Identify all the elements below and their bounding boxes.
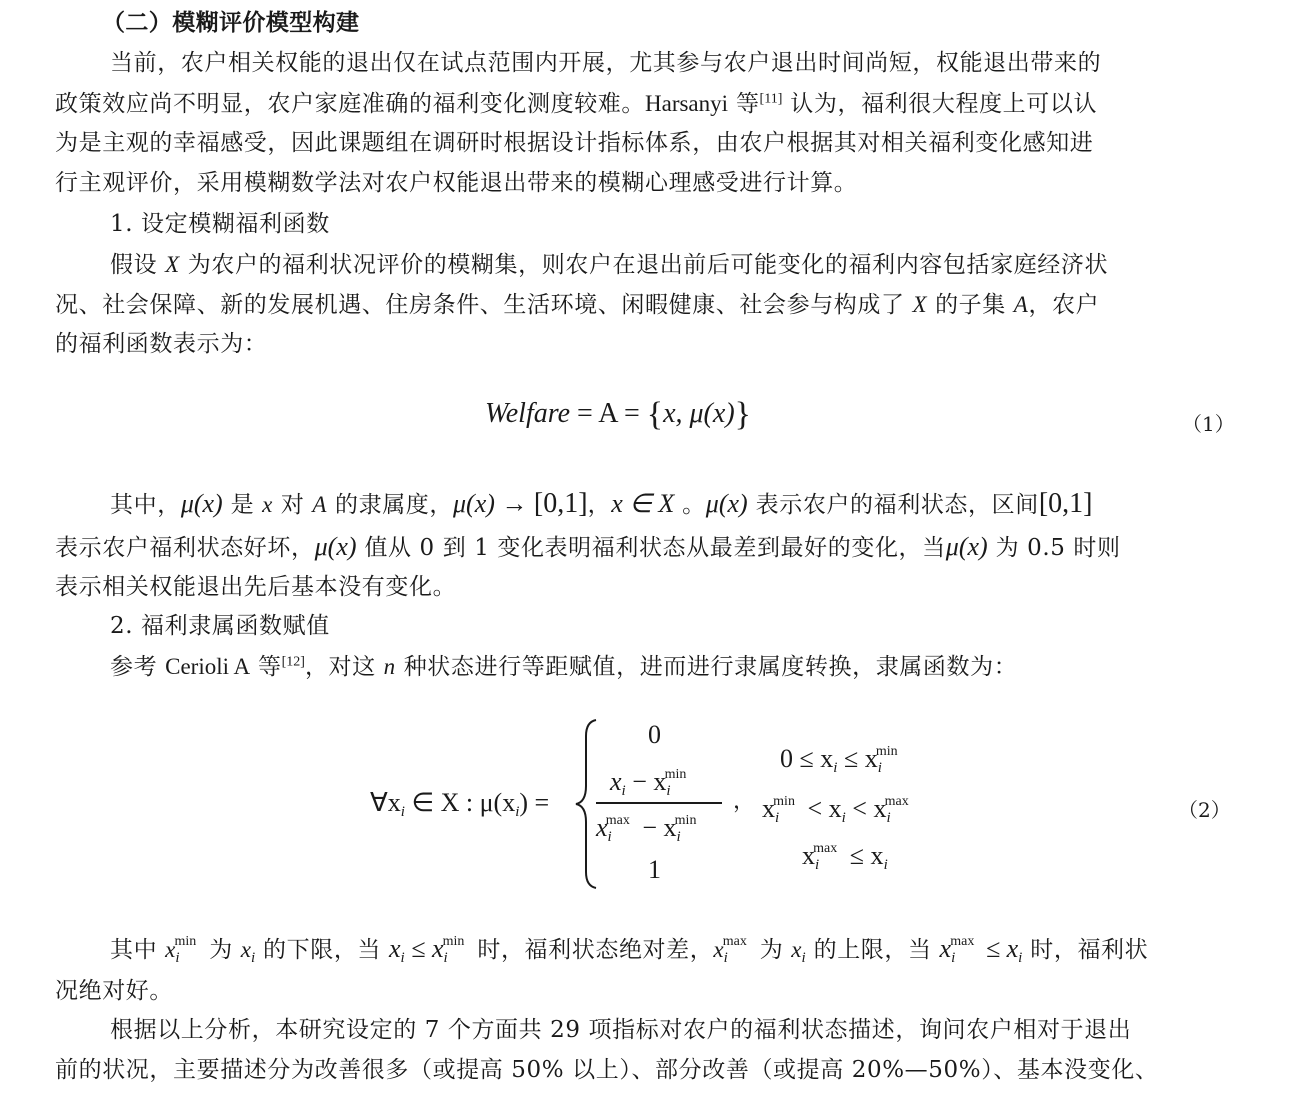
para5-x-max [713,934,752,966]
var-A: A [1013,292,1029,317]
para6-line1: 根据以上分析，本研究设定的 7 个方面共 29 项指标对农户的福利状态描述，询问农户相对于退出 [110,1017,1132,1043]
eq2-left-brace [574,718,600,890]
para6-line2: 前的状况，主要描述分为改善很多（或提高 50% 以上）、部分改善（或提高 20%—50%）、基本没变化、 [55,1057,1159,1083]
para5-xi-2 [791,937,806,966]
para4-text-a: 参考 [110,654,166,680]
author-harsanyi: Harsanyi [645,91,729,116]
eq2-cond2-sub-3: i [886,810,891,826]
eq2-cond3-sub-2: i [883,857,888,873]
para1-line1: 当前，农户相关权能的退出仅在试点范围内开展，尤其参与农户退出时间尚短，权能退出带来的 [110,50,1102,76]
para5-text-c: 的下限，当 [255,937,389,963]
arrow: → [494,489,534,518]
para5-cond-upper-x: x [939,934,952,963]
subheading-1: 1. 设定模糊福利函数 [110,211,330,237]
eq2-cond1-a: 0 ≤ x [780,744,834,773]
eq2-cond3-a: x [802,841,815,870]
eq2-cond1-sup-min: min [875,744,898,759]
mu-x-4: μ(x) [314,532,357,561]
eq2-cond2-sup-max: max [884,794,909,809]
eq2-lhs [370,790,549,820]
para4-text-d: 种状态进行等距赋值，进而进行隶属度转换，隶属函数为： [395,654,1018,680]
eq1-close-brace: } [734,396,751,433]
para1-line2-text-a: 政策效应尚不明显，农户家庭准确的福利变化测度较难。 [55,91,645,117]
eq2-case3-value: 1 [648,855,661,884]
para5-cond-lower-sub: i [400,950,405,966]
para5-x-min-sub: i [175,950,180,966]
var-X-2: X [912,292,928,317]
para5-text-d: 时，福利状态绝对差， [469,937,714,963]
para5-xi-2-sub: i [801,950,806,966]
eq1-open-brace: { [646,396,664,433]
para3-text-c: 对 [272,492,313,518]
para2-line2-text-a: 况、社会保障、新的发展机遇、住房条件、生活环境、闲暇健康、社会参与构成了 [55,292,913,318]
para3-line2-text-b: 值从 0 到 1 变化表明福利状态从最差到最好的变化，当 [356,535,946,561]
para2-line3: 的福利函数表示为： [55,331,268,357]
para5-x-max-sub: i [723,950,728,966]
eq2-cond2-sup-min: min [773,794,795,809]
eq2-cond2-sub-2: i [841,810,846,826]
eq2-fraction-denominator [596,814,702,845]
eq2-den-sup-max: max [605,813,630,828]
para5-xi-2-x: x [791,937,802,962]
eq2-den-sub: i [607,829,612,845]
eq2-cond2-b: < x [800,794,842,823]
eq1-inner: x, μ(x) [663,398,735,429]
para3-text-a: 其中， [110,492,181,518]
para5-xi-1-sub: i [250,950,256,966]
para3-line1 [110,490,1092,518]
para1-line2-text-c: 认为，福利很大程度上可以认 [782,91,1098,117]
equation-2-number: （2） [1178,798,1231,822]
para5-x-min [165,934,201,966]
mu-x-5: μ(x) [945,532,988,561]
eq2-num-minus-x: − x [625,767,667,796]
para5-text-g: 时，福利状 [1022,937,1149,963]
eq2-condition-1 [780,745,904,776]
eq2-num-x: x [610,767,622,796]
eq2-num-sup-min: min [664,767,687,782]
eq2-den-x: x [596,813,608,842]
eq2-cond2-c: < x [845,794,887,823]
eq2-lhs-rest: ∈ X : μ(x [404,788,516,817]
para5-line1 [110,935,1148,966]
para1-line3: 为是主观的幸福感受，因此课题组在调研时根据设计指标体系，由农户根据其对相关福利变化感知进 [55,130,1094,156]
para2-line1 [110,253,1108,277]
eq2-cond3-b: ≤ x [843,841,884,870]
equation-1-number: （1） [1182,412,1235,436]
para3-text-e: ， [587,492,612,518]
para5-text-b: 为 [201,937,241,963]
equation-1 [485,398,751,432]
para3-text-f: 。 [674,492,706,518]
x-in-X: x ∈ X [611,489,675,518]
eq2-cond3-sup-max: max [813,841,838,856]
para5-xi-1 [240,937,256,966]
eq2-lhs-close: ) = [519,788,550,817]
para1-line4: 行主观评价，采用模糊数学法对农户权能退出带来的模糊心理感受进行计算。 [55,170,858,196]
eq2-comma: ， [733,788,756,813]
para2-line2-text-c: ，农户 [1028,292,1100,318]
para3-line2 [55,534,1121,560]
para5-line2: 况绝对好。 [55,978,173,1004]
para5-cond-lower-sub-2: i [443,950,448,966]
eq2-fraction-bar [596,802,722,804]
eq2-cond2-a: x [762,794,775,823]
section-heading: （二）模糊评价模型构建 [102,10,360,36]
para4-line1 [110,655,1017,679]
var-n: n [383,654,396,679]
eq2-den-sub-2: i [676,829,681,845]
var-x: x [262,492,273,517]
para3-line3: 表示相关权能退出先后基本没有变化。 [55,574,457,600]
para3-line2-text-c: 为 0.5 时则 [987,535,1121,561]
para3-line2-text-a: 表示农户福利状态好坏， [55,535,315,561]
eq2-lhs-sub: i [400,804,405,820]
para2-line1-text-b: 为农户的福利状况评价的模糊集，则农户在退出前后可能变化的福利内容包括家庭经济状 [179,252,1109,278]
eq1-mid: = A = [570,398,647,429]
para5-text-a: 其中 [110,937,166,963]
eq2-forall: ∀x [370,788,401,817]
eq2-cond1-sub-2: i [877,760,882,776]
para5-text-e: 为 [751,937,792,963]
para3-text-g: 表示农户的福利状态，区间 [747,492,1039,518]
eq2-den-sup-min: min [674,813,697,828]
para5-x-min-sup: min [174,934,197,949]
para5-cond-upper-sup: max [950,934,975,949]
para2-line2 [55,293,1099,317]
para2-line1-text-a: 假设 [110,252,166,278]
mu-x-2: μ(x) [453,489,495,518]
para5-cond-lower-sup: min [442,934,465,949]
eq2-condition-3 [802,842,888,873]
para5-x-max-x: x [713,937,724,962]
var-X: X [165,252,180,277]
eq1-lhs: Welfare [485,398,571,429]
para5-x-min-x: x [165,937,176,962]
citation-11: [11] [759,91,783,107]
para2-line2-text-b: 的子集 [927,292,1014,318]
eq2-cond1-b: ≤ x [837,744,878,773]
interval-1: [0,1] [533,488,588,519]
var-A-2: A [312,492,328,517]
eq2-lhs-sub-2: i [515,804,520,820]
para5-cond-lower [388,934,469,966]
para4-text-c: ，对这 [304,654,384,680]
para3-text-b: 是 [222,492,263,518]
para5-cond-lower-le: ≤ x [404,934,444,963]
para5-cond-upper-sub: i [951,950,956,966]
interval-2: [0,1] [1038,488,1093,519]
eq2-num-sub-2: i [666,783,671,799]
eq2-num-sub: i [621,783,626,799]
citation-12: [12] [281,654,305,670]
para5-cond-upper-sub-2: i [1018,950,1023,966]
eq2-cond2-sub: i [775,810,780,826]
mu-x-1: μ(x) [180,489,223,518]
para4-text-b: 等 [250,654,282,680]
eq2-den-minus-x: − x [635,813,677,842]
eq2-fraction-numerator [610,768,692,799]
para5-x-max-sup: max [722,934,747,949]
para5-cond-upper-le: ≤ x [979,934,1019,963]
para5-cond-lower-x: x [388,934,401,963]
author-cerioli: Cerioli A [165,654,251,679]
para1-line2 [55,92,1097,116]
para3-text-d: 的隶属度， [327,492,453,518]
eq2-cond3-sub: i [815,857,820,873]
para5-cond-upper [939,934,1023,966]
eq2-cond1-sub: i [833,760,838,776]
mu-x-3: μ(x) [705,489,748,518]
subheading-2: 2. 福利隶属函数赋值 [110,613,330,639]
para5-text-f: 的上限，当 [805,937,940,963]
eq2-condition-2 [762,795,915,826]
para5-xi-1-x: x [240,937,251,962]
eq2-case1-value: 0 [648,720,661,749]
para1-line2-text-b: 等 [728,91,760,117]
